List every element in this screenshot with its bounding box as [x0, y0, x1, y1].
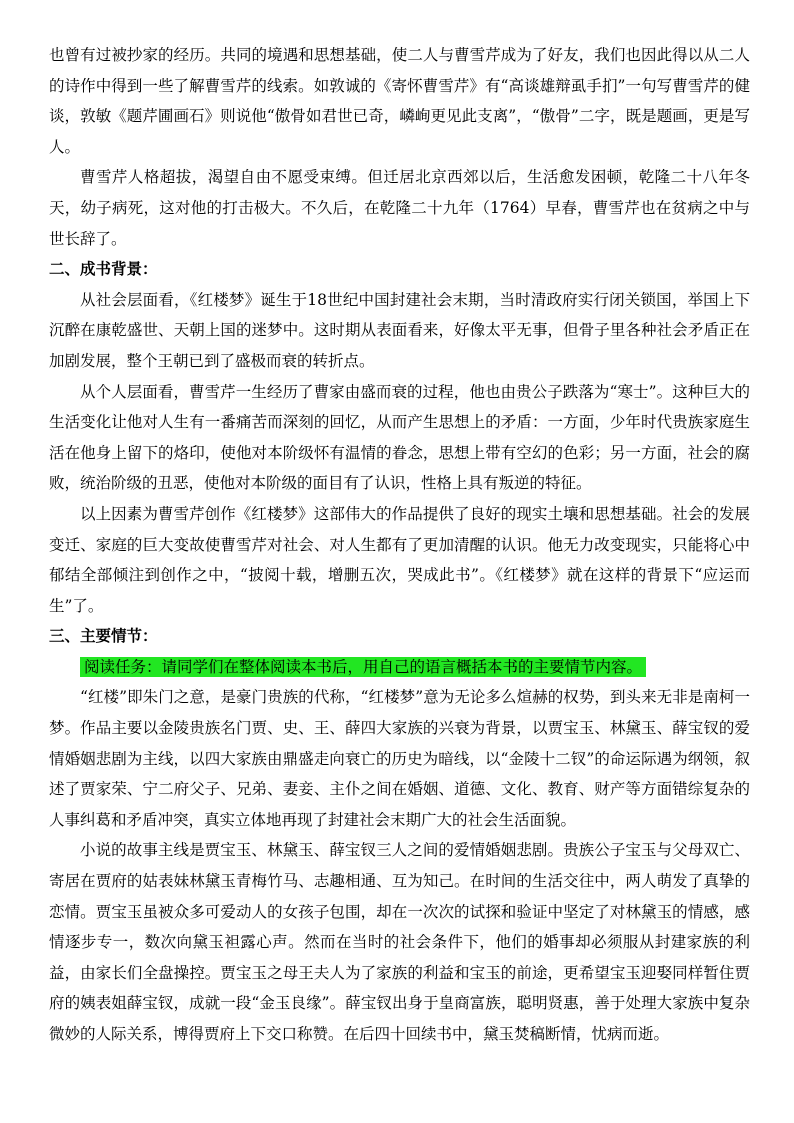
paragraph-social-level: 从社会层面看，《红楼梦》诞生于18世纪中国封建社会末期，当时清政府实行闭关锁国，举国上下沉醉在康乾盛世、天朝上国的迷梦中。这时期从表面看来，好像太平无事，但骨子里各种社会矛盾正在加剧发展，整个王朝已到了盛极而衰的转折点。 [49, 290, 750, 370]
paragraph-personal-level: 从个人层面看，曹雪芹一生经历了曹家由盛而衰的过程，他也由贵公子跌落为“寒士”。这种巨大的生活变化让他对人生有一番痛苦而深刻的回忆，从而产生思想上的矛盾：一方面，少年时代贵族家庭生活在他身上留下的烙印，使他对本阶级怀有温情的眷念，思想上带有空幻的色彩；另一方面，社会的腐败，统治阶级的丑恶，使他对本阶级的面目有了认识，性格上具有叛逆的特征。 [49, 382, 750, 493]
reading-task-row [49, 652, 750, 683]
reading-task-highlight: 阅读任务：请同学们在整体阅读本书后，用自己的语言概括本书的主要情节内容。 [80, 657, 646, 677]
paragraph-friends-poems: 也曾有过被抄家的经历。共同的境遇和思想基础，使二人与曹雪芹成为了好友，我们也因此得以从二人的诗作中得到一些了解曹雪芹的线索。如敦诚的《寄怀曹雪芹》有“高谈雄辩虱手扪”一句写曹雪芹的健谈，敦敏《题芹圃画石》则说他“傲骨如君世已奇，嶙峋更见此支离”，“傲骨”二字，既是题画，更是写人。 [49, 46, 750, 156]
section-heading-background: 二、成书背景： [49, 260, 158, 279]
paragraph-main-storyline: 小说的故事主线是贾宝玉、林黛玉、薛宝钗三人之间的爱情婚姻悲剧。贵族公子宝玉与父母双亡、寄居在贾府的姑表妹林黛玉青梅竹马、志趣相通、互为知己。在时间的生活交往中，两人萌发了真挚的恋情。贾宝玉虽被众多可爱动人的女孩子包围，却在一次次的试探和验证中坚定了对林黛玉的情感，感情逐步专一，数次向黛玉袒露心声。然而在当时的社会条件下，他们的婚事却必须服从封建家族的利益，由家长们全盘操控。贾宝玉之母王夫人为了家族的利益和宝玉的前途，更希望宝玉迎娶同样暂住贾府的姨表姐薛宝钗，成就一段“金玉良缘”。薛宝钗出身于皇商富族，聪明贤惠，善于处理大家族中复杂微妙的人际关系，博得贾府上下交口称赞。在后四十回续书中，黛玉焚稿断情，忧病而逝。 [49, 841, 750, 1043]
paragraph-later-life: 曹雪芹人格超拔，渴望自由不愿受束缚。但迁居北京西郊以后，生活愈发困顿，乾隆二十八年冬天，幼子病死，这对他的打击极大。不久后，在乾隆二十九年（1764）早春，曹雪芹也在贫病之中与世长辞了。 [49, 168, 750, 248]
paragraph-factors: 以上因素为曹雪芹创作《红楼梦》这部伟大的作品提供了良好的现实土壤和思想基础。社会的发展变迁、家庭的巨大变故使曹雪芹对社会、对人生都有了更加清醒的认识。他无力改变现实，只能将心中郁结全部倾注到创作之中，“披阅十载，增删五次，哭成此书”。《红楼梦》就在这样的背景下“应运而生”了。 [49, 504, 750, 615]
section-heading-plot: 三、主要情节： [49, 627, 158, 646]
paragraph-red-chamber-meaning: “红楼”即朱门之意，是豪门贵族的代称，“红楼梦”意为无论多么煊赫的权势，到头来无非是南柯一梦。作品主要以金陵贵族名门贾、史、王、薛四大家族的兴衰为背景，以贾宝玉、林黛玉、薛宝钗的爱情婚姻悲剧为主线，以四大家族由鼎盛走向衰亡的历史为暗线，以“金陵十二钗”的命运际遇为纲领，叙述了贾家荣、宁二府父子、兄弟、妻妾、主仆之间在婚姻、道德、文化、教育、财产等方面错综复杂的人事纠葛和矛盾冲突，真实立体地再现了封建社会末期广大的社会生活面貌。 [49, 688, 750, 829]
